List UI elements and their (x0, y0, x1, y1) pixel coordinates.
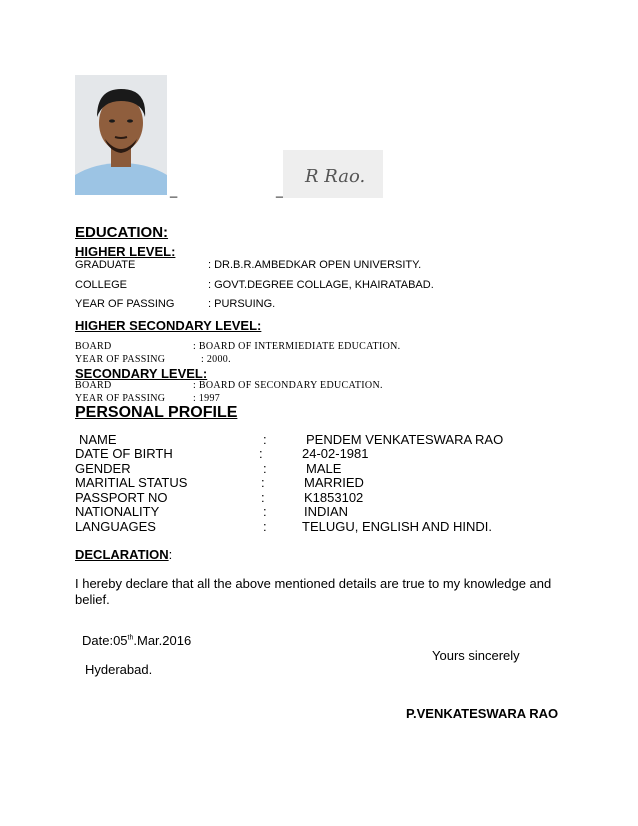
passport-label: PASSPORT NO (75, 490, 168, 505)
declaration-heading-row (75, 547, 172, 562)
profile-photo (75, 75, 167, 195)
dob-value: 24-02-1981 (302, 446, 369, 461)
year-passing-label: YEAR OF PASSING (75, 298, 175, 310)
date-line (82, 633, 191, 648)
name-colon: : (263, 432, 267, 447)
dob-colon: : (259, 446, 263, 461)
year-passing-label: YEAR OF PASSING (75, 354, 166, 365)
svg-text:R Rao.: R Rao. (305, 166, 366, 187)
higher-secondary-heading: HIGHER SECONDARY LEVEL: (75, 318, 262, 333)
signature-name: P.VENKATESWARA RAO (406, 706, 559, 721)
date-suffix: .Mar.2016 (133, 633, 192, 648)
closing-text: Yours sincerely (432, 648, 520, 663)
signature-image (283, 150, 383, 198)
board-label: BOARD (75, 341, 112, 352)
nationality-colon: : (263, 504, 267, 519)
gender-value: MALE (306, 461, 342, 476)
name-label: NAME (79, 432, 117, 447)
date-prefix: Date:05 (82, 633, 128, 648)
gender-colon: : (263, 461, 267, 476)
name-value: PENDEM VENKATESWARA RAO (306, 432, 504, 447)
nationality-label: NATIONALITY (75, 504, 160, 519)
year-passing-value: : PURSUING. (208, 298, 276, 310)
education-heading: EDUCATION: (75, 224, 169, 241)
passport-value: K1853102 (304, 490, 364, 505)
declaration-heading: DECLARATION (75, 547, 169, 562)
graduate-label: GRADUATE (75, 259, 136, 271)
marital-status-colon: : (261, 475, 265, 490)
college-value: : GOVT.DEGREE COLLAGE, KHAIRATABAD. (208, 279, 434, 291)
languages-colon: : (263, 519, 267, 534)
marital-status-label: MARITIAL STATUS (75, 475, 188, 490)
place-text: Hyderabad. (85, 662, 153, 677)
languages-value: TELUGU, ENGLISH AND HINDI. (302, 519, 492, 534)
higher-level-heading: HIGHER LEVEL: (75, 244, 176, 259)
date-superscript: th (127, 634, 134, 642)
nationality-value: INDIAN (304, 504, 349, 519)
year-passing-value: : 1997 (193, 393, 221, 404)
board-value: : BOARD OF SECONDARY EDUCATION. (193, 380, 383, 391)
year-passing-value: : 2000. (201, 354, 231, 365)
secondary-heading: SECONDARY LEVEL: (75, 366, 208, 381)
college-label: COLLEGE (75, 279, 127, 291)
declaration-text-line2: belief. (75, 592, 110, 607)
languages-label: LANGUAGES (75, 519, 156, 534)
underscore-mark: _ (170, 183, 178, 198)
passport-colon: : (261, 490, 265, 505)
underscore-mark: _ (276, 183, 284, 198)
board-value: : BOARD OF INTERMIEDIATE EDUCATION. (193, 341, 401, 352)
personal-profile-heading: PERSONAL PROFILE (75, 404, 238, 421)
year-passing-label: YEAR OF PASSING (75, 393, 166, 404)
gender-label: GENDER (75, 461, 131, 476)
graduate-value: : DR.B.R.AMBEDKAR OPEN UNIVERSITY. (208, 259, 422, 271)
marital-status-value: MARRIED (304, 475, 364, 490)
declaration-colon: : (168, 547, 173, 562)
dob-label: DATE OF BIRTH (75, 446, 173, 461)
board-label: BOARD (75, 380, 112, 391)
declaration-text-line1: I hereby declare that all the above mentioned details are true to my knowledge and (75, 576, 552, 591)
